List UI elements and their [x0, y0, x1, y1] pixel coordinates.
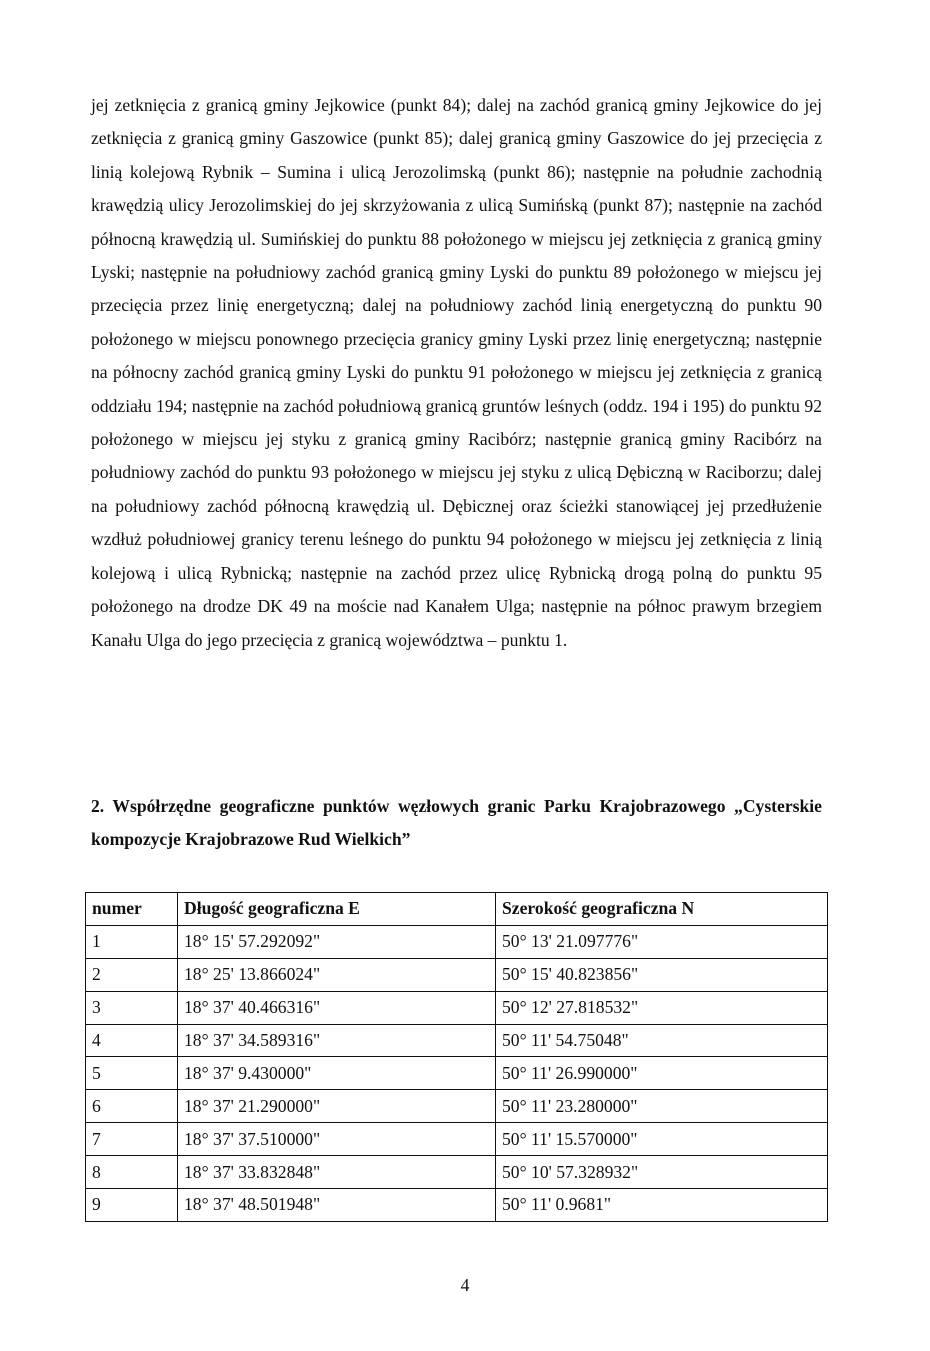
- cell-latitude: 50° 13' 21.097776": [496, 925, 828, 958]
- table-row: [86, 1024, 828, 1057]
- cell-longitude: 18° 15' 57.292092": [178, 925, 496, 958]
- cell-number: 2: [86, 958, 178, 991]
- cell-longitude: 18° 37' 33.832848": [178, 1156, 496, 1189]
- table-row: [86, 1090, 828, 1123]
- cell-number: 5: [86, 1057, 178, 1090]
- section-heading: 2. Współrzędne geograficzne punktów węzłowych granic Parku Krajobrazowego „Cysterskie kompozycje Krajobrazowe Rud Wielkich”: [91, 796, 822, 849]
- cell-latitude: 50° 12' 27.818532": [496, 991, 828, 1024]
- header-latitude: Szerokość geograficzna N: [496, 893, 828, 926]
- table-row: [86, 958, 828, 991]
- cell-longitude: 18° 25' 13.866024": [178, 958, 496, 991]
- table-row: [86, 1057, 828, 1090]
- cell-longitude: 18° 37' 37.510000": [178, 1123, 496, 1156]
- table-row: [86, 1123, 828, 1156]
- page-number: 4: [460, 1275, 470, 1295]
- cell-longitude: 18° 37' 21.290000": [178, 1090, 496, 1123]
- cell-number: 4: [86, 1024, 178, 1057]
- table-row: [86, 991, 828, 1024]
- table-header-row: [86, 893, 828, 926]
- cell-latitude: 50° 15' 40.823856": [496, 958, 828, 991]
- table-row: [86, 1189, 828, 1222]
- cell-number: 7: [86, 1123, 178, 1156]
- cell-number: 9: [86, 1189, 178, 1222]
- cell-latitude: 50° 11' 23.280000": [496, 1090, 828, 1123]
- body-paragraph: jej zetknięcia z granicą gminy Jejkowice (punkt 84); dalej na zachód granicą gminy Jejkowice do jej zetknięcia z granicą gminy Gaszowice (punkt 85); dalej granicą gminy Gaszowice do jej przecięcia z linią kolejową Rybnik – Sumina i ulicą Jerozolimską (punkt 86); następnie na południe zachodnią krawędzią ulicy Jerozolimskiej do jej skrzyżowania z ulicą Sumińską (punkt 87); następnie na zachód północną krawędzią ul. Sumińskiej do punktu 88 położonego w miejscu jej zetknięcia z granicą gminy Lyski; następnie na południowy zachód granicą gminy Lyski do punktu 89 położonego w miejscu jej przecięcia przez linię energetyczną; dalej na południowy zachód linią energetyczną do punktu 90 położonego w miejscu ponownego przecięcia granicy gminy Lyski przez linię energetyczną; następnie na północny zachód granicą gminy Lyski do punktu 91 położonego w miejscu jej zetknięcia z granicą oddziału 194; następnie na zachód południową granicą gruntów leśnych (oddz. 194 i 195) do punktu 92 położonego w miejscu jej styku z granicą gminy Racibórz; następnie granicą gminy Racibórz na południowy zachód do punktu 93 położonego w miejscu jej styku z ulicą Dębiczną w Raciborzu; dalej na południowy zachód północną krawędzią ul. Dębicznej oraz ścieżki stanowiącej jej przedłużenie wzdłuż południowej granicy terenu leśnego do punktu 94 położonego w miejscu jej zetknięcia z linią kolejową i ulicą Rybnicką; następnie na zachód przez ulicę Rybnicką drogą polną do punktu 95 położonego na drodze DK 49 na moście nad Kanałem Ulga; następnie na północ prawym brzegiem Kanału Ulga do jego przecięcia z granicą województwa – punktu 1.: [91, 95, 822, 650]
- cell-number: 1: [86, 925, 178, 958]
- table-row: [86, 925, 828, 958]
- cell-number: 3: [86, 991, 178, 1024]
- table-row: [86, 1156, 828, 1189]
- cell-longitude: 18° 37' 34.589316": [178, 1024, 496, 1057]
- cell-latitude: 50° 10' 57.328932": [496, 1156, 828, 1189]
- cell-latitude: 50° 11' 0.9681": [496, 1189, 828, 1222]
- cell-number: 8: [86, 1156, 178, 1189]
- cell-longitude: 18° 37' 40.466316": [178, 991, 496, 1024]
- coordinates-table: [85, 892, 828, 1222]
- cell-latitude: 50° 11' 15.570000": [496, 1123, 828, 1156]
- cell-latitude: 50° 11' 26.990000": [496, 1057, 828, 1090]
- cell-latitude: 50° 11' 54.75048": [496, 1024, 828, 1057]
- cell-longitude: 18° 37' 48.501948": [178, 1189, 496, 1222]
- cell-number: 6: [86, 1090, 178, 1123]
- header-number: numer: [86, 893, 178, 926]
- cell-longitude: 18° 37' 9.430000": [178, 1057, 496, 1090]
- header-longitude: Długość geograficzna E: [178, 893, 496, 926]
